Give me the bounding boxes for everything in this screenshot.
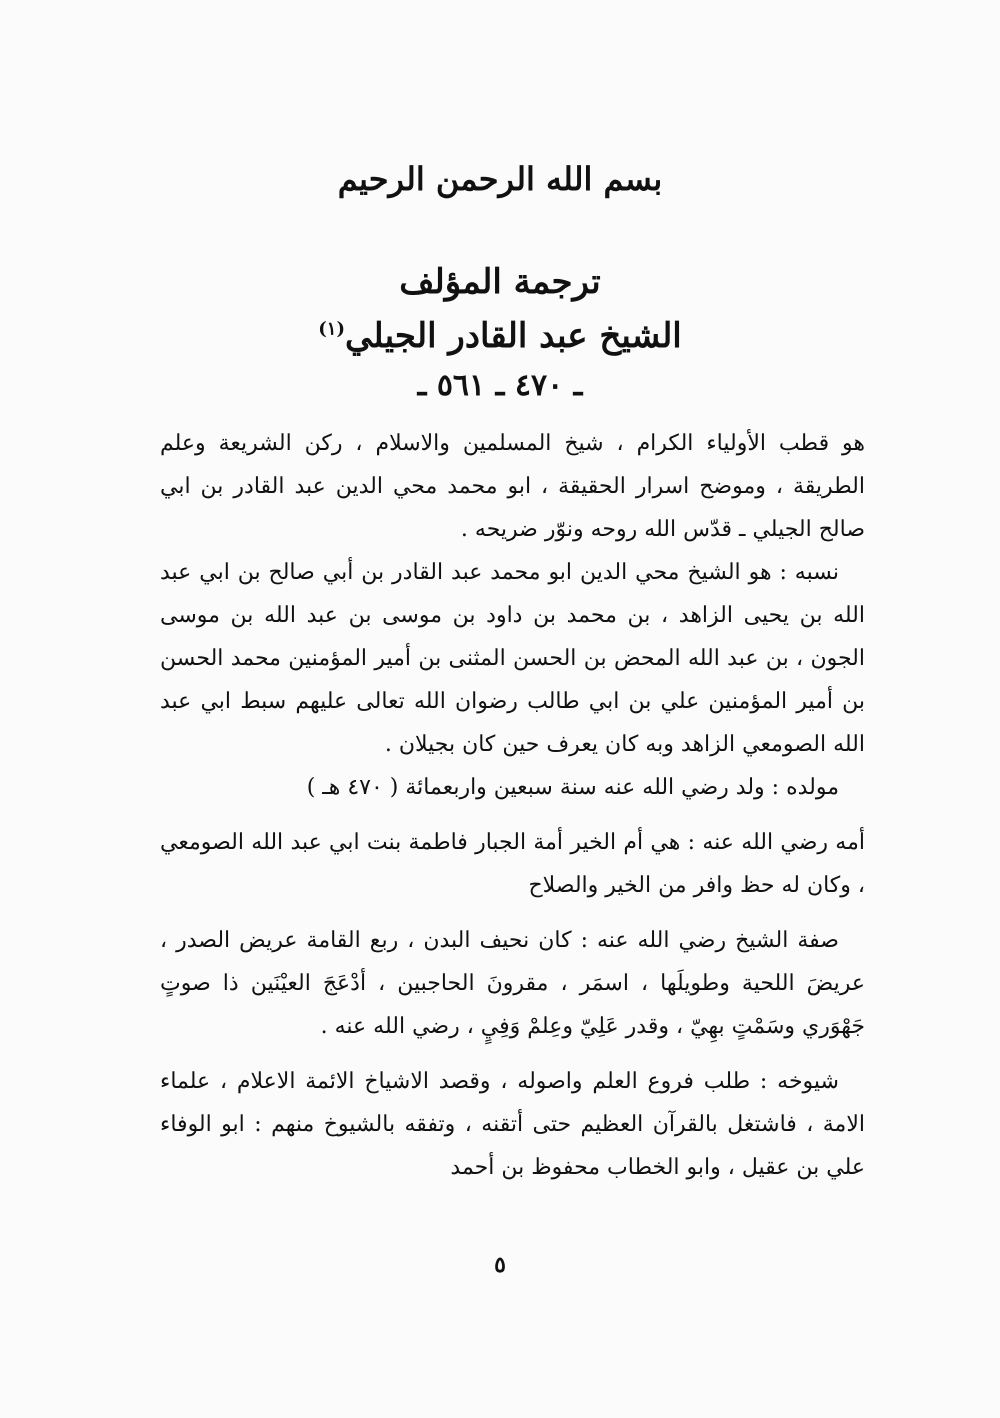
paragraph-mother: أمه رضي الله عنه : هي أم الخير أمة الجبار فاطمة بنت ابي عبد الله الصومعي ، وكان له حظ وافر من الخير والصلاح — [160, 830, 865, 898]
title-author-name — [0, 316, 1000, 356]
footnote-mark: (١) — [318, 318, 345, 340]
title-translation-of-author: ترجمة المؤلف — [399, 262, 601, 302]
author-name: الشيخ عبد القادر الجيلي — [344, 316, 682, 356]
body-text — [160, 422, 865, 1189]
paragraph-birth: مولده : ولد رضي الله عنه سنة سبعين واربعمائة ( ٤٧٠ هـ ) — [306, 775, 839, 800]
paragraph-intro: هو قطب الأولياء الكرام ، شيخ المسلمين والاسلام ، ركن الشريعة وعلم الطريقة ، وموضح اسرار الحقيقة ، ابو محمد محي الدين عبد القادر بن ابي صالح الجيلي ـ قدّس الله روحه ونوّر ضريحه . — [160, 431, 865, 542]
basmala: بسم الله الرحمن الرحيم — [337, 160, 663, 198]
page-number: ٥ — [494, 1252, 506, 1278]
paragraph-lineage: نسبه : هو الشيخ محي الدين ابو محمد عبد القادر بن أبي صالح بن ابي عبد الله بن يحيى الزاهد ، بن محمد بن داود بن موسى بن عبد الله بن موسى الجون ، بن عبد الله المحض بن الحسن المثنى بن أمير المؤمنين محمد الحسن بن أمير المؤمنين علي بن ابي طالب رضوان الله تعالى عليهم سبط ابي عبد الله الصومعي الزاهد وبه كان يعرف حين كان بجيلان . — [160, 560, 865, 757]
title-years: ـ ٤٧٠ ـ ٥٦١ ـ — [417, 368, 583, 403]
paragraph-teachers: شيوخه : طلب فروع العلم واصوله ، وقصد الاشياخ الائمة الاعلام ، علماء الامة ، فاشتغل بالقرآن العظيم حتى أتقنه ، وتفقه بالشيوخ منهم : ابو الوفاء علي بن عقيل ، وابو الخطاب محفوظ بن أحمد — [160, 1069, 865, 1180]
paragraph-description: صفة الشيخ رضي الله عنه : كان نحيف البدن ، ربع القامة عريض الصدر ، عريضَ اللحية وطويلَها ، اسمَر ، مقرونَ الحاجبين ، أدْعَجَ العيْنَين ذا صوتٍ جَهْوَري وسَمْتٍ بهِيّ ، وقدر عَلِيّ وعِلمْ وَفِيٍ ، رضي الله عنه . — [160, 928, 865, 1039]
